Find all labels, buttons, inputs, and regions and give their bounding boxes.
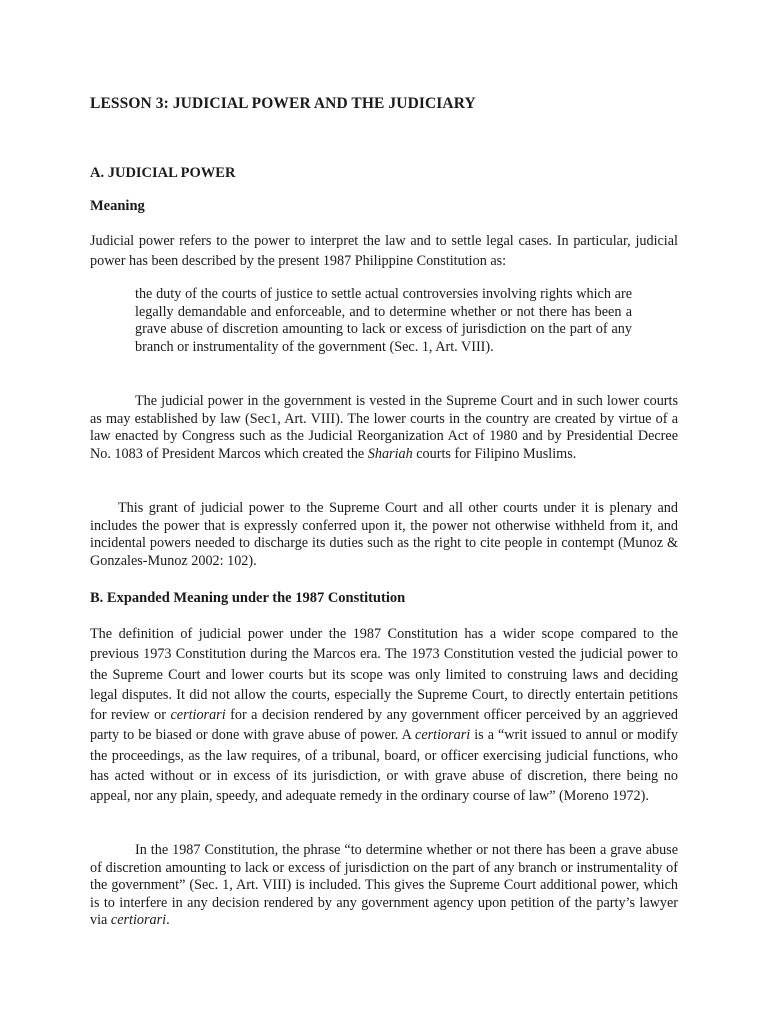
certiorari-term: certiorari xyxy=(170,707,226,724)
paragraph-text: . xyxy=(166,912,170,928)
section-b-paragraph-1 xyxy=(90,624,678,807)
paragraph-text: The definition of judicial power under the 1987 Constitution has a wider scope compared to the previous 1973 Constitution during the Marcos era. The 1973 Constitution vested the judicial power to the Supreme Court and lower courts but its scope was only limited to construing laws and deciding legal disputes. It did not allow the courts, especially the Supreme Court, to directly entertain petitions for review or xyxy=(90,626,678,724)
paragraph-text: is a “writ issued to annul or modify the proceedings, as the law requires, of a tribunal, board, or officer exercising judicial functions, who has acted without or in excess of its jurisdiction, or with grave abuse of discretion, there being no appeal, nor any plain, speedy, and adequate remedy in the ordinary course of law” (Moreno 1972). xyxy=(90,727,678,805)
meaning-subheading: Meaning xyxy=(90,198,145,214)
section-b-heading: B. Expanded Meaning under the 1987 Constitution xyxy=(90,590,406,606)
section-a-paragraph-1: Judicial power refers to the power to interpret the law and to settle legal cases. In particular, judicial power has been described by the present 1987 Philippine Constitution as: xyxy=(90,233,678,270)
section-a-paragraph-2 xyxy=(90,393,678,463)
constitution-quote: the duty of the courts of justice to settle actual controversies involving rights which are legally demandable and enforceable, and to determine whether or not there has been a grave abuse of discretion amounting to lack or excess of jurisdiction on the part of any branch or instrumentality of the government (Sec. 1, Art. VIII). xyxy=(135,286,632,355)
section-a-heading: A. JUDICIAL POWER xyxy=(90,165,236,181)
section-a-paragraph-3: This grant of judicial power to the Supreme Court and all other courts under it is plenary and includes the power that is expressly conferred upon it, the power not otherwise withheld from it, and incidental powers needed to discharge its duties such as the right to cite people in contempt (Munoz & Gonzales-Munoz 2002: 102). xyxy=(90,500,678,569)
certiorari-term: certiorari xyxy=(415,727,471,744)
paragraph-text: The judicial power in the government is vested in the Supreme Court and in such lower courts as may established by law (Sec1, Art. VIII). The lower courts in the country are created by virtue of a law enacted by Congress such as the Judicial Reorganization Act of 1980 and by Presidential Decree No. 1083 of President Marcos which created the xyxy=(90,393,678,462)
certiorari-term: certiorari xyxy=(110,912,167,928)
paragraph-text: for a decision rendered by any government officer perceived by an aggrieved party to be biased or done with grave abuse of power. A xyxy=(90,707,679,744)
lesson-title: LESSON 3: JUDICIAL POWER AND THE JUDICIARY xyxy=(90,95,476,112)
paragraph-text: courts for Filipino Muslims. xyxy=(412,445,577,462)
document-page xyxy=(90,0,678,1024)
section-b-paragraph-2 xyxy=(90,842,678,930)
paragraph-text: In the 1987 Constitution, the phrase “to determine whether or not there has been a grave abuse of discretion amounting to lack or excess of jurisdiction on the part of any branch or instrumentality of the government” (Sec. 1, Art. VIII) is included. This gives the Supreme Court additional power, which is to interfere in any decision rendered by any government agency upon petition of the party’s lawyer via xyxy=(90,842,678,928)
shariah-term: Shariah xyxy=(367,445,413,462)
